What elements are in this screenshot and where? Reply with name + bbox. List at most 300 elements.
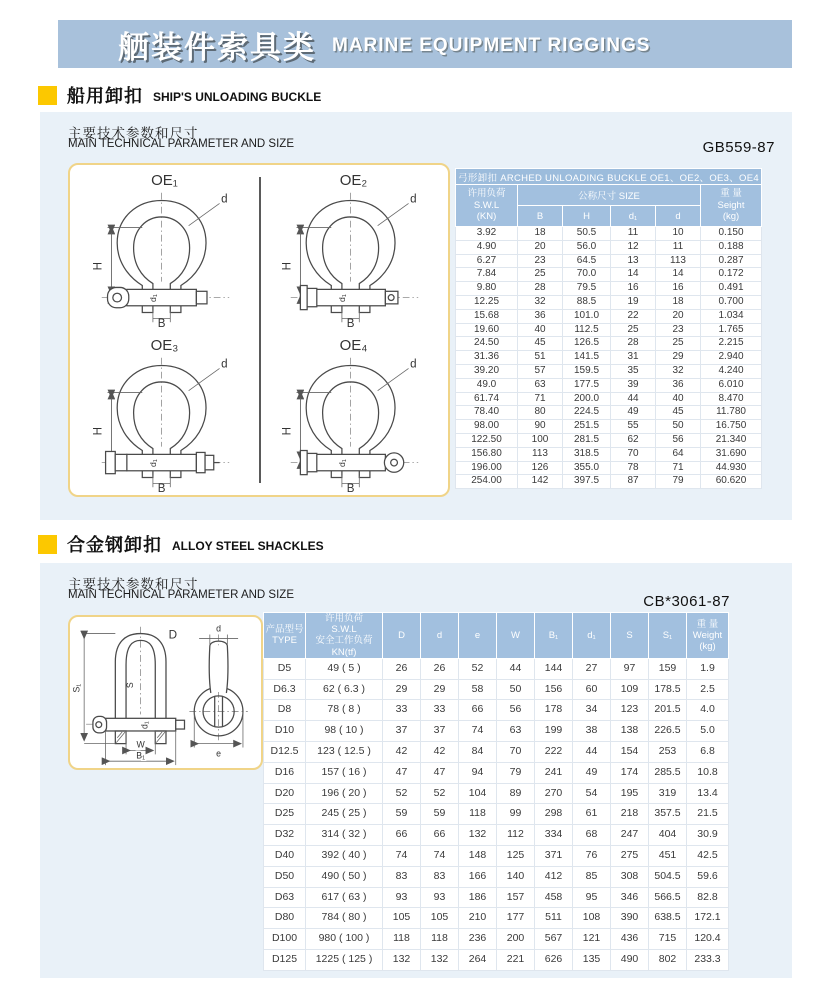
table-cell: 224.5 (563, 406, 611, 420)
table-cell: 32 (656, 364, 701, 378)
table-cell: 40 (656, 392, 701, 406)
figure-oe4-label: OE₄ (339, 337, 368, 354)
table-cell: 404 (649, 825, 687, 846)
figure-oe2-label: OE₂ (339, 172, 368, 189)
table-cell: 90 (518, 420, 563, 434)
table-cell: 101.0 (563, 309, 611, 323)
table-cell: 31 (611, 351, 656, 365)
standard-code-gb: GB559-87 (702, 139, 775, 156)
table-cell: 118 (421, 929, 459, 950)
table-cell: 458 (535, 887, 573, 908)
table-cell: 172.1 (687, 908, 729, 929)
table-cell: 159 (649, 658, 687, 679)
table-cell: 45 (656, 406, 701, 420)
table-cell: 76 (573, 845, 611, 866)
table-cell: 5.0 (687, 721, 729, 742)
table-cell: 74 (383, 845, 421, 866)
table-cell: 132 (383, 949, 421, 970)
table-cell: 12.25 (456, 295, 518, 309)
table-cell: 241 (535, 762, 573, 783)
table-cell: 222 (535, 742, 573, 763)
dim-s-label: S (124, 682, 135, 689)
table-cell: 1.9 (687, 658, 729, 679)
table-cell: 31.690 (701, 447, 762, 461)
dim-d1-label: d₁ (139, 721, 150, 730)
table-cell: 71 (518, 392, 563, 406)
table-cell: 1.765 (701, 323, 762, 337)
table-row (264, 908, 729, 929)
col-h: H (563, 206, 611, 227)
table-cell: D5 (264, 658, 306, 679)
table-cell: 21.5 (687, 804, 729, 825)
col-d: d (656, 206, 701, 227)
table-cell: 221 (497, 949, 535, 970)
table-cell: 148 (459, 845, 497, 866)
col-size-group: 公称尺寸 SIZE (518, 185, 701, 206)
table-cell: 357.5 (649, 804, 687, 825)
table-cell: 247 (611, 825, 649, 846)
section1-param-zh: 主要技术参数和尺寸 (68, 126, 199, 141)
table-row (264, 845, 729, 866)
page-banner (58, 20, 792, 68)
table-cell: 8.470 (701, 392, 762, 406)
table-cell: 45 (518, 337, 563, 351)
table-cell: 802 (649, 949, 687, 970)
alloy-shackle-table-head (264, 613, 729, 659)
col-swl-line: S.W.L (473, 199, 500, 211)
dim-e-label: e (216, 748, 222, 759)
table-cell: 64 (656, 447, 701, 461)
table-cell: 99 (497, 804, 535, 825)
table-cell: 44.930 (701, 461, 762, 475)
table-cell: 195 (611, 783, 649, 804)
table-cell: D20 (264, 783, 306, 804)
table-cell: 784 ( 80 ) (306, 908, 383, 929)
col-swl (456, 185, 518, 227)
col-swl-line: 许用负荷 (467, 187, 506, 199)
col-d: d (421, 613, 459, 659)
table-cell: 2.215 (701, 337, 762, 351)
table-cell: 16 (611, 282, 656, 296)
table-cell: 70 (497, 742, 535, 763)
table-cell: 308 (611, 866, 649, 887)
table-cell: 285.5 (649, 762, 687, 783)
table-cell: 98.00 (456, 420, 518, 434)
table-cell: 34 (573, 700, 611, 721)
table-cell: 14 (656, 268, 701, 282)
table-row (456, 406, 762, 420)
table-cell: D40 (264, 845, 306, 866)
table-cell: 281.5 (563, 433, 611, 447)
table-cell: 319 (649, 783, 687, 804)
section1-diagram-box (68, 163, 450, 497)
table-cell: 78 (611, 461, 656, 475)
table-cell: 196 ( 20 ) (306, 783, 383, 804)
table-cell: 126 (518, 461, 563, 475)
table-cell: 85 (573, 866, 611, 887)
table-cell: 236 (459, 929, 497, 950)
dim-b1-label: B₁ (136, 750, 146, 761)
table-cell: 112.5 (563, 323, 611, 337)
table-cell: 125 (497, 845, 535, 866)
section2-heading (38, 531, 324, 557)
table-cell: 79 (656, 475, 701, 489)
table-cell: 94 (459, 762, 497, 783)
table-cell: 18 (518, 227, 563, 241)
table-cell: 626 (535, 949, 573, 970)
table-cell: 490 (611, 949, 649, 970)
table-cell: 298 (535, 804, 573, 825)
table-cell: 63 (518, 378, 563, 392)
table-cell: 196.00 (456, 461, 518, 475)
table-cell: 62 ( 6.3 ) (306, 679, 383, 700)
table-row (456, 447, 762, 461)
table-cell: 144 (535, 658, 573, 679)
arched-buckle-table-head (456, 169, 762, 227)
table-cell: 108 (573, 908, 611, 929)
table-cell: 52 (421, 783, 459, 804)
bow-shackle-drawing (259, 352, 448, 493)
section1-heading (38, 82, 321, 108)
table-cell: 74 (459, 721, 497, 742)
table-cell: 56 (497, 700, 535, 721)
table-cell: 567 (535, 929, 573, 950)
table-cell: 12 (611, 240, 656, 254)
col-e: e (459, 613, 497, 659)
table-cell: D125 (264, 949, 306, 970)
table-row (264, 887, 729, 908)
table-cell: 49 (573, 762, 611, 783)
table-cell: 113 (518, 447, 563, 461)
table-cell: D6.3 (264, 679, 306, 700)
table-row (264, 929, 729, 950)
table-cell: 66 (383, 825, 421, 846)
table-cell: 58 (459, 679, 497, 700)
table-cell: 9.80 (456, 282, 518, 296)
table-cell: 253 (649, 742, 687, 763)
table-cell: D10 (264, 721, 306, 742)
table-cell: 50 (656, 420, 701, 434)
table-cell: 1225 ( 125 ) (306, 949, 383, 970)
table-cell: 70 (611, 447, 656, 461)
table-cell: 40 (518, 323, 563, 337)
table-cell: 24.50 (456, 337, 518, 351)
table-cell: 0.700 (701, 295, 762, 309)
dee-shackle-drawing (70, 617, 261, 768)
table-cell: 334 (535, 825, 573, 846)
table1-title: 弓形卸扣 ARCHED UNLOADING BUCKLE OE1、OE2、OE3、OE4 (456, 169, 762, 185)
table-row (456, 282, 762, 296)
table-cell: D50 (264, 866, 306, 887)
table-cell: 29 (421, 679, 459, 700)
table-cell: 42 (421, 742, 459, 763)
table-cell: 63 (497, 721, 535, 742)
col-b: B (518, 206, 563, 227)
table-cell: 346 (611, 887, 649, 908)
table-row (456, 420, 762, 434)
table-cell: 20 (518, 240, 563, 254)
table-cell: 0.172 (701, 268, 762, 282)
table-cell: 11 (656, 240, 701, 254)
table-cell: 47 (421, 762, 459, 783)
table-cell: 50 (497, 679, 535, 700)
table-cell: 26 (383, 658, 421, 679)
table-cell: 6.010 (701, 378, 762, 392)
table-cell: 59 (421, 804, 459, 825)
figure-oe1 (70, 165, 259, 330)
bow-shackle-drawing (70, 352, 259, 493)
table-cell: 141.5 (563, 351, 611, 365)
table-row (264, 949, 729, 970)
table-row (264, 804, 729, 825)
table-cell: 49.0 (456, 378, 518, 392)
table-cell: 79.5 (563, 282, 611, 296)
bow-shackle-drawing (259, 187, 448, 328)
table-cell: 60 (573, 679, 611, 700)
table-cell: 44 (497, 658, 535, 679)
table-cell: 19.60 (456, 323, 518, 337)
table-cell: 200 (497, 929, 535, 950)
col-weight-line: Weight (692, 629, 723, 641)
table-cell: 264 (459, 949, 497, 970)
table-cell: 105 (383, 908, 421, 929)
table-cell: 6.8 (687, 742, 729, 763)
table-row (264, 825, 729, 846)
table-cell: 123 ( 12.5 ) (306, 742, 383, 763)
table-cell: 233.3 (687, 949, 729, 970)
table-cell: 93 (383, 887, 421, 908)
table-cell: 56 (656, 433, 701, 447)
table-row (456, 475, 762, 489)
table-cell: D25 (264, 804, 306, 825)
table-cell: 0.491 (701, 282, 762, 296)
col-type (264, 613, 306, 659)
col-B1: B₁ (535, 613, 573, 659)
table-cell: 566.5 (649, 887, 687, 908)
alloy-shackle-table-body (264, 658, 729, 970)
table-cell: 42 (383, 742, 421, 763)
table-cell: 638.5 (649, 908, 687, 929)
figure-oe4 (259, 330, 448, 495)
table-cell: 59 (383, 804, 421, 825)
dim-d-label: d (216, 623, 222, 634)
table-cell: 13 (611, 254, 656, 268)
table-cell: 1.034 (701, 309, 762, 323)
table-cell: 38 (573, 721, 611, 742)
table-row (456, 351, 762, 365)
table-cell: 254.00 (456, 475, 518, 489)
banner-title-zh: 舾装件索具类 (118, 29, 316, 65)
table-cell: 23 (518, 254, 563, 268)
table-cell: 10.8 (687, 762, 729, 783)
table-cell: 142 (518, 475, 563, 489)
table-cell: 21.340 (701, 433, 762, 447)
table-cell: 177.5 (563, 378, 611, 392)
table-cell: 11.780 (701, 406, 762, 420)
table-row (456, 227, 762, 241)
table-cell: 112 (497, 825, 535, 846)
table-cell: 397.5 (563, 475, 611, 489)
col-weight (687, 613, 729, 659)
table-cell: 29 (383, 679, 421, 700)
table-cell: 412 (535, 866, 573, 887)
table-cell: 37 (383, 721, 421, 742)
shackle-diagram-grid (70, 165, 448, 495)
dim-D-label: D (168, 628, 178, 642)
table-cell: 25 (611, 323, 656, 337)
table-cell: 122.50 (456, 433, 518, 447)
table-cell: 47 (383, 762, 421, 783)
table-cell: 118 (459, 804, 497, 825)
table-cell: 23 (656, 323, 701, 337)
table-cell: 617 ( 63 ) (306, 887, 383, 908)
table-row (264, 658, 729, 679)
table-cell: 199 (535, 721, 573, 742)
table-cell: 132 (459, 825, 497, 846)
table-cell: 14 (611, 268, 656, 282)
table-row (456, 392, 762, 406)
table-row (456, 309, 762, 323)
table-cell: 157 ( 16 ) (306, 762, 383, 783)
table-row (264, 783, 729, 804)
table-cell: 44 (611, 392, 656, 406)
table-cell: 36 (656, 378, 701, 392)
table-cell: 44 (573, 742, 611, 763)
table-cell: 79 (497, 762, 535, 783)
table-cell: 245 ( 25 ) (306, 804, 383, 825)
table-cell: 64.5 (563, 254, 611, 268)
table-cell: 140 (497, 866, 535, 887)
col-weight-line: 重 量 (696, 618, 719, 630)
table-cell: 80 (518, 406, 563, 420)
table-cell: 89 (497, 783, 535, 804)
table-cell: 25 (518, 268, 563, 282)
yellow-bullet-icon (38, 86, 57, 105)
table-cell: 59.6 (687, 866, 729, 887)
table-cell: 392 ( 40 ) (306, 845, 383, 866)
table-row (456, 433, 762, 447)
table-cell: 49 (611, 406, 656, 420)
table-cell: 154 (611, 742, 649, 763)
table-cell: 30.9 (687, 825, 729, 846)
table-row (456, 337, 762, 351)
table-cell: 32 (518, 295, 563, 309)
col-swl-line: 安全工作负荷 (315, 635, 373, 647)
table-row (264, 679, 729, 700)
table-cell: 95 (573, 887, 611, 908)
table-cell: 715 (649, 929, 687, 950)
dim-s1-label: S₁ (71, 683, 82, 693)
table-cell: 74 (421, 845, 459, 866)
table-cell: 100 (518, 433, 563, 447)
table-cell: 371 (535, 845, 573, 866)
table-cell: 78.40 (456, 406, 518, 420)
table-cell: 177 (497, 908, 535, 929)
table-cell: 504.5 (649, 866, 687, 887)
table-cell: 174 (611, 762, 649, 783)
col-swl-line: S.W.L (331, 624, 357, 636)
section2-diagram-box (68, 615, 263, 770)
table-cell: 39.20 (456, 364, 518, 378)
table-cell: 980 ( 100 ) (306, 929, 383, 950)
col-D: D (383, 613, 421, 659)
table-cell: 16.750 (701, 420, 762, 434)
section2-title-en: ALLOY STEEL SHACKLES (172, 538, 324, 553)
table-cell: 105 (421, 908, 459, 929)
section1-panel (40, 112, 792, 520)
table-cell: 135 (573, 949, 611, 970)
table-cell: 66 (459, 700, 497, 721)
table-cell: 52 (459, 658, 497, 679)
table-row (264, 721, 729, 742)
table-cell: 27 (573, 658, 611, 679)
table-cell: 210 (459, 908, 497, 929)
diagram-divider (259, 177, 261, 483)
table-cell: 54 (573, 783, 611, 804)
table-cell: 39 (611, 378, 656, 392)
table-cell: 251.5 (563, 420, 611, 434)
section1-param-en: MAIN TECHNICAL PARAMETER AND SIZE (68, 138, 294, 150)
table-cell: 314 ( 32 ) (306, 825, 383, 846)
table-cell: 36 (518, 309, 563, 323)
table-row (456, 378, 762, 392)
table-cell: 120.4 (687, 929, 729, 950)
table-cell: 186 (459, 887, 497, 908)
section2-title-zh: 合金钢卸扣 (67, 535, 162, 555)
table-cell: 33 (421, 700, 459, 721)
table-cell: 126.5 (563, 337, 611, 351)
table-cell: 62 (611, 433, 656, 447)
table-cell: 275 (611, 845, 649, 866)
table-cell: 25 (656, 337, 701, 351)
table-cell: D63 (264, 887, 306, 908)
table-cell: 97 (611, 658, 649, 679)
table-cell: 2.5 (687, 679, 729, 700)
table-cell: 178 (535, 700, 573, 721)
table-cell: 71 (656, 461, 701, 475)
table-cell: 98 ( 10 ) (306, 721, 383, 742)
figure-oe2 (259, 165, 448, 330)
table-cell: D16 (264, 762, 306, 783)
table-cell: 113 (656, 254, 701, 268)
table-cell: D12.5 (264, 742, 306, 763)
figure-oe3-label: OE₃ (150, 337, 179, 354)
dim-w-label: W (136, 739, 145, 750)
table-cell: 29 (656, 351, 701, 365)
table-cell: 4.240 (701, 364, 762, 378)
table-cell: 66 (421, 825, 459, 846)
table-cell: 50.5 (563, 227, 611, 241)
table-cell: 20 (656, 309, 701, 323)
table-cell: 18 (656, 295, 701, 309)
table-cell: 28 (518, 282, 563, 296)
table-row (456, 295, 762, 309)
table-cell: 121 (573, 929, 611, 950)
table-cell: 70.0 (563, 268, 611, 282)
table-row (456, 323, 762, 337)
table-cell: 157 (497, 887, 535, 908)
table-cell: 87 (611, 475, 656, 489)
col-type-line: TYPE (272, 635, 297, 647)
section2-panel (40, 563, 792, 978)
table-cell: 55 (611, 420, 656, 434)
table-cell: 78 ( 8 ) (306, 700, 383, 721)
table-row (456, 254, 762, 268)
col-swl-line: 许用负荷 (324, 613, 363, 624)
table-cell: 270 (535, 783, 573, 804)
table-cell: 159.5 (563, 364, 611, 378)
table-cell: 60.620 (701, 475, 762, 489)
